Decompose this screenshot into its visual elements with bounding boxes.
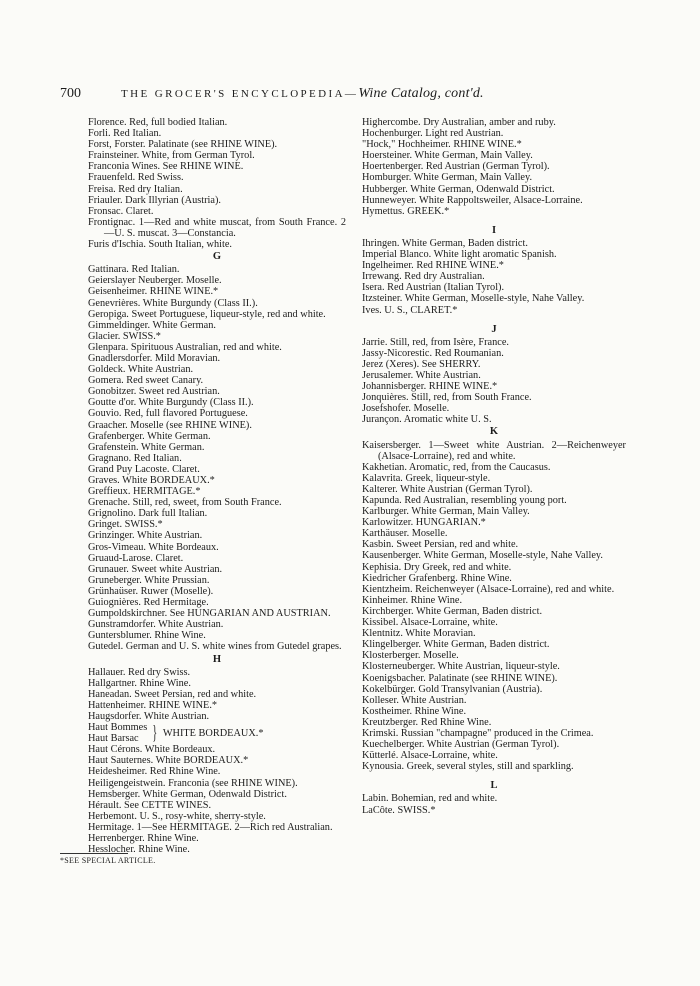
catalog-entry: Johannisberger. RHINE WINE.* [362,381,498,393]
catalog-entry: Grignolino. Dark full Italian. [88,508,208,520]
catalog-entry: Herbemont. U. S., rosy-white, sherry-style. [88,810,266,822]
catalog-entry-name: Haut Barsac [88,733,139,745]
catalog-entry: Goutte d'or. White Burgundy (Class II.). [88,397,254,409]
catalog-entry: Kynousia. Greek, several styles, still and sparkling. [362,761,574,773]
catalog-entry: Ives. U. S., CLARET.* [362,304,458,316]
catalog-entry: Furis d'Ischia. South Italian, white. [88,239,232,251]
catalog-entry: Kirchberger. White German, Baden district. [362,605,543,617]
page-number: 700 [60,86,81,101]
brace-glyph: } [152,722,158,745]
section-letter: H [212,653,222,665]
catalog-entry: Homburger. White German, Main Valley. [362,172,533,184]
catalog-entry: Gonobitzer. Sweet red Austrian. [88,386,220,398]
catalog-entry: Hérault. See CETTE WINES. [88,799,212,811]
catalog-entry-group [88,722,346,744]
catalog-entry: "Hock," Hochheimer. RHINE WINE.* [362,139,522,151]
catalog-entry: Gnadlersdorfer. Mild Moravian. [88,352,221,364]
catalog-entry: Isera. Red Austrian (Italian Tyrol). [362,282,505,294]
catalog-entry: Jurançon. Aromatic white U. S. [362,414,492,426]
catalog-entry: Ingelheimer. Red RHINE WINE.* [362,260,504,272]
catalog-entry: Hubberger. White German, Odenwald District. [362,183,555,195]
footnote-rule [60,853,128,854]
catalog-entry: Heiligengeistwein. Franconia (see RHINE WINE). [88,777,298,789]
catalog-entry: Guntersblumer. Rhine Wine. [88,630,206,642]
catalog-entry: Jerez (Xeres). See SHERRY. [362,358,481,370]
section-letter: J [491,323,497,335]
catalog-entry: Kolleser. White Austrian. [362,694,467,706]
catalog-entry: Jassy-Nicorestic. Red Roumanian. [362,347,504,359]
catalog-entry: Kütterlé. Alsace-Lorraine, white. [362,750,498,762]
catalog-entry: Friauler. Dark Illyrian (Austria). [88,194,221,206]
catalog-entry: Grünhaüser. Ruwer (Moselle). [88,585,214,597]
page-header [60,85,630,102]
catalog-entry: Kreutzberger. Red Rhine Wine. [362,716,492,728]
catalog-entry: Grunauer. Sweet white Austrian. [88,563,223,575]
catalog-entry: Gomera. Red sweet Canary. [88,375,204,387]
catalog-entry: Hymettus. GREEK.* [362,205,450,217]
catalog-entry: Kostheimer. Rhine Wine. [362,705,467,717]
catalog-entry: Forst, Forster. Palatinate (see RHINE WINE). [88,139,278,151]
catalog-entry: Herrenberger. Rhine Wine. [88,833,199,844]
catalog-entry: Klentnitz. White Moravian. [362,628,476,640]
catalog-entry: Haut Sauternes. White BORDEAUX.* [88,755,249,767]
catalog-entry: Forli. Red Italian. [88,128,162,140]
catalog-entry: Heidesheimer. Red Rhine Wine. [88,766,221,778]
catalog-entry: Haugsdorfer. White Austrian. [88,710,210,722]
catalog-entry: Grinzinger. White Austrian. [88,530,203,542]
catalog-entry: Hemsberger. White German, Odenwald District. [88,788,287,800]
catalog-entry: Grenache. Still, red, sweet, from South France. [88,497,282,509]
catalog-entry: Jerusalemer. White Austrian. [362,369,481,381]
catalog-entry: Guiognières. Red Hermitage. [88,597,209,609]
catalog-entry: Geierslayer Neuberger. Moselle. [88,275,222,287]
section-letter: G [212,251,222,263]
catalog-entry: Gringet. SWISS.* [88,519,163,531]
catalog-entry: Klingelberger. White German, Baden district. [362,639,550,651]
catalog-entry: Gouvio. Red, full flavored Portuguese. [88,408,248,420]
section-letter: I [491,224,497,236]
catalog-entry: Gutedel. German and U. S. white wines from Gutedel grapes. [88,641,342,653]
catalog-entry: Kokelbürger. Gold Transylvanian (Austria). [362,683,543,695]
catalog-entry: Frainsteiner. White, from German Tyrol. [88,150,255,162]
catalog-entry: Grafenberger. White German. [88,430,211,442]
catalog-entry: Hunneweyer. White Rappoltsweiler, Alsace-Lorraine. [362,194,583,206]
catalog-entry: Kephisia. Dry Greek, red and white. [362,561,512,573]
catalog-entry: Kapunda. Red Australian, resembling young port. [362,495,567,506]
catalog-entry: Josefshofer. Moselle. [362,403,450,415]
catalog-entry: Glenpara. Spirituous Australian, red and white. [88,341,282,353]
catalog-entry: Karlburger. White German, Main Valley. [362,506,530,518]
catalog-entry: Fronsac. Claret. [88,205,154,217]
catalog-entry: Haneadan. Sweet Persian, red and white. [88,688,257,700]
catalog-entry: Imperial Blanco. White light aromatic Spanish. [362,249,557,261]
catalog-entry: Hochenburger. Light red Austrian. [362,128,504,140]
catalog-entry: Gruaud-Larose. Claret. [88,552,184,564]
catalog-entry: Greffieux. HERMITAGE.* [88,486,201,498]
catalog-entry: Franconia Wines. See RHINE WINE. [88,161,244,173]
catalog-entry: Kakhetian. Aromatic, red, from the Caucasus. [362,461,551,473]
catalog-entry: Kaisersberger. 1—Sweet white Austrian. 2—Reichenweyer (Alsace-Lorraine), red and white. [362,439,626,462]
catalog-entry: Gattinara. Red Italian. [88,264,180,276]
catalog-entry: Frontignac. 1—Red and white muscat, from South France. 2—U. S. muscat. 3—Constancia. [88,216,346,239]
catalog-entry: Kissibel. Alsace-Lorraine, white. [362,617,498,629]
catalog-entry: Karthäuser. Moselle. [362,528,448,540]
catalog-entry: Irrewang. Red dry Australian. [362,271,485,283]
footnote: *SEE SPECIAL ARTICLE. [60,856,156,865]
catalog-entry: Koenigsbacher. Palatinate (see RHINE WINE). [362,672,558,684]
catalog-entry: Graves. White BORDEAUX.* [88,475,215,486]
catalog-entry: Kientzheim. Reichenweyer (Alsace-Lorraine), red and white. [362,583,615,595]
catalog-entry: Geropiga. Sweet Portuguese, liqueur-style, red and white. [88,308,326,320]
catalog-entry-name: Haut Bommes [88,722,148,734]
catalog-entry: Hoersteiner. White German, Main Valley. [362,150,533,162]
catalog-entry-text: WHITE BORDEAUX.* [162,727,264,739]
catalog-entry: Kalterer. White Austrian (German Tyrol). [362,483,533,495]
catalog-entry: Ihringen. White German, Baden district. [362,237,528,249]
catalog-entry: Klosterneuberger. White Austrian, liqueur-style. [362,661,560,673]
catalog-entry: Goldeck. White Austrian. [88,364,194,376]
right-column [362,117,626,816]
catalog-entry: Gunstramdorfer. White Austrian. [88,619,224,631]
catalog-entry: Gruneberger. White Prussian. [88,574,210,586]
catalog-entry: Grafenstein. White German. [88,441,205,453]
running-title: THE GROCER'S ENCYCLOPEDIA— [121,88,359,100]
catalog-entry: Geisenheimer. RHINE WINE.* [88,286,219,298]
catalog-entry: Gumpoldskirchner. See HUNGARIAN AND AUSTRIAN. [88,608,331,620]
catalog-entry: Gimmeldinger. White German. [88,319,216,331]
catalog-entry: Haut Cérons. White Bordeaux. [88,744,216,756]
catalog-entry: Grand Puy Lacoste. Claret. [88,463,200,475]
catalog-entry: Freisa. Red dry Italian. [88,183,183,195]
catalog-entry: Florence. Red, full bodied Italian. [88,117,228,128]
catalog-entry: Kausenberger. White German, Moselle-style, Nahe Valley. [362,550,603,562]
catalog-entry: Hallgartner. Rhine Wine. [88,677,191,689]
catalog-entry: Hoertenberger. Red Austrian (German Tyrol). [362,161,550,173]
catalog-entry: Krimski. Russian "champagne" produced in the Crimea. [362,727,594,739]
catalog-entry: Gragnano. Red Italian. [88,452,182,464]
catalog-entry: Kasbin. Sweet Persian, red and white. [362,539,519,551]
section-letter: K [489,426,499,438]
catalog-entry: Kiedricher Grafenberg. Rhine Wine. [362,572,512,584]
section-letter: L [490,780,498,792]
catalog-entry: Hallauer. Red dry Swiss. [88,666,191,678]
catalog-entry: Frauenfeld. Red Swiss. [88,172,184,184]
catalog-entry: Gros-Vimeau. White Bordeaux. [88,541,219,553]
running-subtitle: Wine Catalog, cont'd. [358,86,484,101]
catalog-entry: Glacier. SWISS.* [88,330,161,342]
catalog-entry: Kuechelberger. White Austrian (German Tyrol). [362,739,560,751]
catalog-entry: Karlowitzer. HUNGARIAN.* [362,517,486,529]
catalog-entry: Itzsteiner. White German, Moselle-style, Nahe Valley. [362,293,585,305]
catalog-entry: Kalavrita. Greek, liqueur-style. [362,472,491,484]
catalog-entry: Hermitage. 1—See HERMITAGE. 2—Rich red Australian. [88,821,333,833]
catalog-entry: Graacher. Moselle (see RHINE WINE). [88,419,252,431]
catalog-entry: Highercombe. Dry Australian, amber and ruby. [362,117,556,128]
catalog-entry: Jonquières. Still, red, from South France. [362,392,532,404]
catalog-entry: Klosterberger. Moselle. [362,650,459,662]
catalog-entry: Kinheimer. Rhine Wine. [362,594,463,606]
catalog-entry: LaCôte. SWISS.* [362,804,436,816]
catalog-entry: Labin. Bohemian, red and white. [362,793,498,805]
left-column [88,117,346,855]
catalog-entry: Hattenheimer. RHINE WINE.* [88,699,218,711]
catalog-entry: Hesslocher. Rhine Wine. [88,844,190,856]
catalog-entry: Jarrie. Still, red, from Isère, France. [362,336,509,348]
catalog-entry: Genevrières. White Burgundy (Class II.). [88,297,258,309]
